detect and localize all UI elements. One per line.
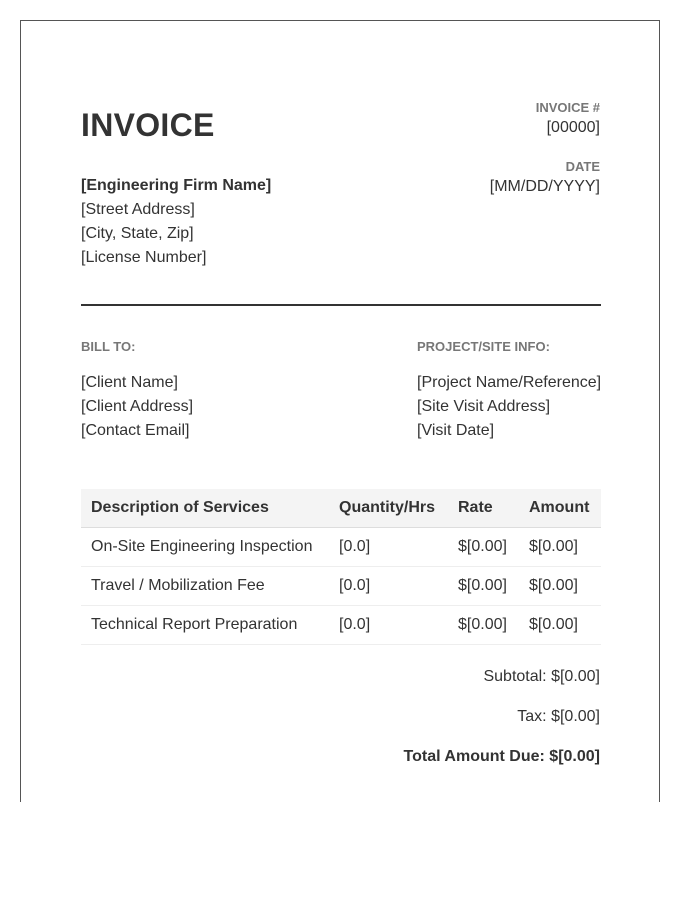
header-amount: Amount xyxy=(519,489,601,528)
client-name: [Client Name] xyxy=(81,374,178,391)
firm-street: [Street Address] xyxy=(81,201,195,218)
row-amount: $[0.00] xyxy=(519,567,601,606)
row-rate: $[0.00] xyxy=(448,528,519,567)
table-header-row xyxy=(81,489,601,528)
row-quantity: [0.0] xyxy=(329,528,448,567)
row-rate: $[0.00] xyxy=(448,567,519,606)
visit-date: [Visit Date] xyxy=(417,422,495,439)
bill-to-label: BILL TO: xyxy=(81,339,136,354)
project-name: [Project Name/Reference] xyxy=(417,374,602,391)
services-table xyxy=(81,489,601,645)
firm-license: [License Number] xyxy=(81,249,207,266)
date-value: [MM/DD/YYYY] xyxy=(489,178,600,195)
client-address: [Client Address] xyxy=(81,398,194,415)
invoice-page xyxy=(20,20,660,802)
firm-city: [City, State, Zip] xyxy=(81,225,194,242)
date-label: DATE xyxy=(565,159,600,174)
table-row xyxy=(81,606,601,645)
row-description: Technical Report Preparation xyxy=(81,606,329,645)
table-row xyxy=(81,528,601,567)
invoice-number-label: INVOICE # xyxy=(535,100,600,115)
row-description: On-Site Engineering Inspection xyxy=(81,528,329,567)
site-address: [Site Visit Address] xyxy=(417,398,551,415)
bill-to-info xyxy=(81,371,193,443)
row-amount: $[0.00] xyxy=(519,528,601,567)
firm-name: [Engineering Firm Name] xyxy=(81,177,272,194)
subtotal: Subtotal: $[0.00] xyxy=(483,668,600,685)
row-quantity: [0.0] xyxy=(329,567,448,606)
client-email: [Contact Email] xyxy=(81,422,190,439)
header-divider xyxy=(81,304,601,306)
header-rate: Rate xyxy=(448,489,519,528)
header-quantity: Quantity/Hrs xyxy=(329,489,448,528)
total-amount-due: Total Amount Due: $[0.00] xyxy=(403,748,600,765)
row-quantity: [0.0] xyxy=(329,606,448,645)
invoice-title: INVOICE xyxy=(81,107,215,143)
row-rate: $[0.00] xyxy=(448,606,519,645)
row-description: Travel / Mobilization Fee xyxy=(81,567,329,606)
tax: Tax: $[0.00] xyxy=(517,708,600,725)
project-info xyxy=(417,371,601,443)
invoice-number-value: [00000] xyxy=(546,119,600,136)
table-row xyxy=(81,567,601,606)
header-description: Description of Services xyxy=(81,489,329,528)
row-amount: $[0.00] xyxy=(519,606,601,645)
firm-info xyxy=(81,174,271,270)
project-info-label: PROJECT/SITE INFO: xyxy=(417,339,550,354)
